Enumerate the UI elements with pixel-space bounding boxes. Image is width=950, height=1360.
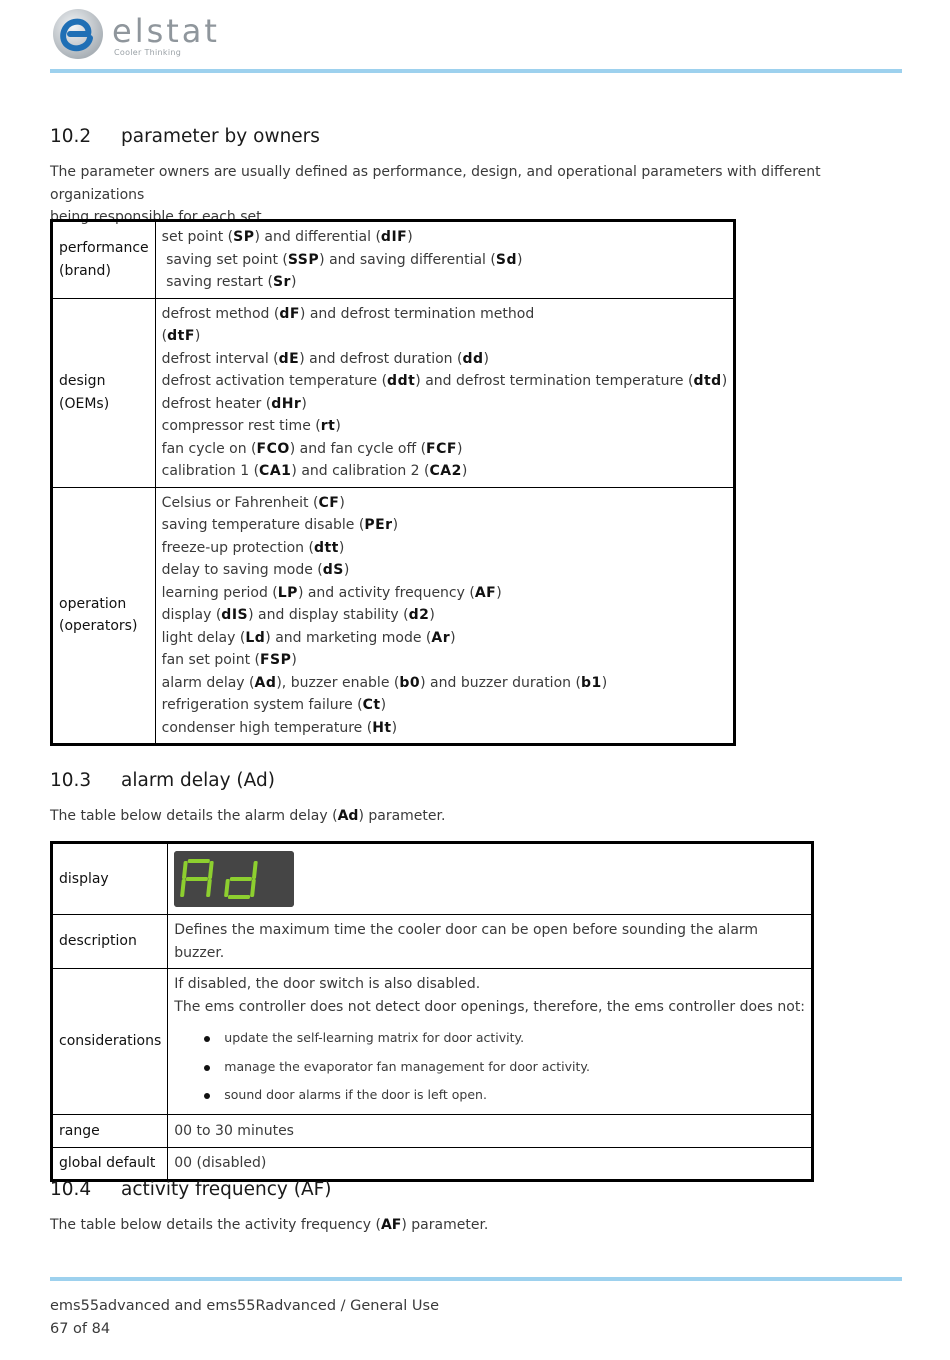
- section-10-2-heading: [50, 126, 320, 147]
- parameter-text: ) and calibration 2 (: [291, 463, 430, 479]
- owner-label: [52, 487, 156, 745]
- list-item: [174, 1081, 805, 1110]
- list-item: [174, 1053, 805, 1082]
- parameter-code: dtt: [313, 539, 339, 556]
- alarm-delay-table: [50, 841, 814, 1182]
- parameter-text: ): [380, 697, 387, 713]
- section-10-4-intro: [50, 1214, 910, 1237]
- parameter-code: rt: [320, 418, 336, 434]
- parameter-text: ): [343, 562, 350, 578]
- section-number: 10.3: [50, 770, 92, 791]
- parameter-line: [162, 694, 728, 717]
- parameter-text: defrost activation temperature (: [161, 373, 388, 389]
- range-label: range: [52, 1115, 168, 1148]
- parameter-code: dE: [278, 350, 300, 367]
- parameter-code: Ht: [372, 719, 392, 736]
- parameter-text: defrost heater (: [161, 395, 272, 412]
- parameter-text: ): [450, 629, 456, 646]
- parameter-text: Celsius or Fahrenheit (: [161, 494, 319, 511]
- parameter-text: learning period (: [161, 584, 278, 601]
- parameter-text: ): [392, 517, 399, 533]
- parameter-line: [162, 537, 728, 560]
- parameter-line: [162, 559, 728, 582]
- owner-group: (brand): [59, 262, 111, 279]
- parameter-text: set point (: [161, 229, 234, 245]
- parameter-line: [162, 370, 728, 393]
- table-row: [52, 487, 735, 745]
- owner-group: (operators): [59, 618, 138, 635]
- parameter-text: ): [301, 395, 307, 412]
- parameter-text: ) and saving differential (: [319, 251, 496, 268]
- parameter-code: dIS: [221, 607, 249, 623]
- considerations-line-1: If disabled, the door switch is also disabled.: [174, 976, 481, 992]
- owner-name: operation: [59, 595, 127, 612]
- bullet-icon: [204, 1036, 210, 1042]
- section-10-3-heading: [50, 770, 275, 791]
- parameter-code: FCO: [256, 440, 290, 457]
- parameter-line: [162, 604, 728, 627]
- parameter-line: [162, 717, 728, 740]
- intro-line-1: The parameter owners are usually defined as performance, design, and operational parameters with different organizations: [50, 164, 821, 203]
- parameter-line: [162, 415, 728, 438]
- parameter-line: [162, 393, 728, 416]
- global-default-label: global default: [52, 1148, 168, 1181]
- global-default-value: 00 (disabled): [168, 1148, 813, 1181]
- parameter-line: [162, 325, 728, 348]
- parameter-text: ): [291, 652, 297, 668]
- parameter-code: dS: [322, 562, 344, 578]
- parameter-text: ): [194, 328, 201, 344]
- parameter-text: defrost method (: [161, 305, 280, 322]
- parameter-line: [162, 460, 728, 483]
- footer-page-number: 67 of 84: [50, 1321, 111, 1337]
- table-row-description: [52, 915, 813, 969]
- parameter-line: [162, 303, 728, 326]
- parameter-code: CA2: [429, 463, 462, 479]
- display-cell: [168, 843, 813, 915]
- intro-text-end: ) parameter.: [358, 808, 446, 824]
- bullet-icon: [204, 1093, 210, 1099]
- parameter-text: ) and defrost duration (: [299, 350, 463, 367]
- lcd-segment: [186, 877, 208, 881]
- considerations-line-2: The ems controller does not detect door openings, therefore, the ems controller does not:: [174, 998, 806, 1015]
- intro-text: The table below details the activity frequency (: [50, 1217, 381, 1233]
- section-number: 10.4: [50, 1179, 92, 1200]
- parameter-code: Sd: [495, 251, 517, 268]
- parameter-text: ): [516, 251, 523, 268]
- range-value: 00 to 30 minutes: [168, 1115, 813, 1148]
- parameter-line: [162, 672, 728, 695]
- table-row-considerations: [52, 969, 813, 1115]
- owner-parameters: [155, 221, 735, 299]
- parameter-text: (: [161, 328, 168, 344]
- page-header: [50, 6, 902, 72]
- parameter-text: ) and fan cycle off (: [289, 440, 427, 457]
- parameter-code: LP: [277, 584, 298, 601]
- owner-label: [52, 298, 156, 487]
- parameter-text: calibration 1 (: [161, 463, 260, 479]
- parameter-code: dIF: [380, 229, 408, 245]
- parameter-line: [162, 582, 728, 605]
- parameter-text: ) and defrost termination temperature (: [415, 373, 694, 389]
- footer-rule: [50, 1277, 902, 1281]
- brand-tagline: Cooler Thinking: [114, 48, 182, 57]
- parameter-code: Ct: [362, 697, 381, 713]
- header-rule: [50, 69, 902, 73]
- table-row-range: [52, 1115, 813, 1148]
- parameter-code: AF: [474, 584, 497, 601]
- parameter-text: fan set point (: [161, 652, 260, 668]
- parameter-line: [162, 249, 728, 272]
- parameter-text: ) and defrost termination method: [299, 305, 535, 322]
- parameter-text: ): [290, 274, 297, 290]
- parameter-text: ): [391, 719, 398, 736]
- owner-parameters: [155, 298, 735, 487]
- footer-document-name: ems55advanced and ems55Radvanced / General Use: [50, 1298, 439, 1314]
- parameter-code: CA1: [259, 463, 292, 479]
- display-label: display: [52, 843, 168, 915]
- list-item: [174, 1024, 805, 1053]
- parameter-text: defrost interval (: [161, 350, 279, 367]
- parameter-line: [162, 514, 728, 537]
- parameter-line: [162, 438, 728, 461]
- parameter-text: ): [456, 440, 463, 457]
- parameter-text: ): [429, 607, 435, 623]
- section-10-3-intro: [50, 805, 910, 828]
- parameter-text: ): [461, 463, 468, 479]
- parameter-code: b0: [399, 674, 421, 691]
- parameter-text: ): [496, 584, 502, 601]
- parameter-text: saving temperature disable (: [161, 517, 365, 533]
- parameter-code: Sr: [272, 274, 291, 290]
- lcd-segment: [228, 895, 250, 899]
- parameter-text: condenser high temperature (: [161, 719, 373, 736]
- parameter-code: dF: [279, 305, 300, 322]
- parameter-text: display (: [161, 607, 222, 623]
- parameter-text: ): [601, 674, 608, 691]
- parameter-text: ): [721, 373, 728, 389]
- parameter-code: PEr: [364, 517, 393, 533]
- section-title: parameter by owners: [121, 126, 320, 147]
- owner-group: (OEMs): [59, 395, 110, 412]
- parameter-code: dd: [462, 350, 484, 367]
- parameter-line: [162, 627, 728, 650]
- bullet-icon: [204, 1065, 210, 1071]
- table-row: [52, 221, 735, 299]
- owner-parameters: [155, 487, 735, 745]
- description-label: description: [52, 915, 168, 969]
- section-10-4-heading: [50, 1179, 331, 1200]
- section-title: alarm delay (Ad): [121, 770, 275, 791]
- intro-param-code: AF: [380, 1217, 402, 1233]
- parameter-text: compressor rest time (: [161, 418, 321, 434]
- parameter-code: dHr: [271, 395, 302, 412]
- parameter-code: SP: [233, 229, 255, 245]
- parameter-text: ) and buzzer duration (: [420, 674, 581, 691]
- parameter-text: ): [407, 229, 413, 245]
- parameter-text: ) and display stability (: [248, 607, 409, 623]
- parameter-code: FSP: [259, 652, 292, 668]
- description-value: Defines the maximum time the cooler door can be open before sounding the alarm buzzer.: [168, 915, 813, 969]
- parameter-text: saving set point (: [161, 251, 288, 268]
- owners-table: [50, 219, 736, 746]
- parameter-text: alarm delay (: [161, 674, 255, 691]
- parameter-text: light delay (: [161, 629, 246, 646]
- parameter-code: Ad: [254, 674, 277, 691]
- parameter-code: SSP: [287, 251, 320, 268]
- bullet-text: update the self-learning matrix for door activity.: [224, 1030, 525, 1045]
- parameter-text: ) and marketing mode (: [265, 629, 432, 646]
- table-row-default: [52, 1148, 813, 1181]
- intro-param-code: Ad: [337, 808, 359, 824]
- parameter-code: dtd: [693, 373, 722, 389]
- parameter-line: [162, 226, 728, 249]
- intro-text: The table below details the alarm delay (: [50, 808, 338, 824]
- parameter-text: delay to saving mode (: [161, 562, 323, 578]
- parameter-text: ) and differential (: [254, 229, 381, 245]
- considerations-value: [168, 969, 813, 1115]
- considerations-label: considerations: [52, 969, 168, 1115]
- table-row-display: [52, 843, 813, 915]
- lcd-display-ad-icon: [174, 851, 294, 907]
- parameter-line: [162, 649, 728, 672]
- parameter-text: saving restart (: [161, 274, 273, 290]
- lcd-segment: [230, 877, 252, 881]
- parameter-text: ): [335, 418, 341, 434]
- lcd-segment: [188, 859, 210, 863]
- parameter-line: [162, 492, 728, 515]
- owner-name: design: [59, 373, 106, 389]
- elstat-logo-icon: [52, 8, 104, 60]
- intro-text-end: ) parameter.: [401, 1217, 489, 1233]
- parameter-text: freeze-up protection (: [161, 539, 314, 556]
- parameter-line: [162, 348, 728, 371]
- parameter-code: Ld: [245, 629, 266, 646]
- parameter-code: ddt: [387, 373, 416, 389]
- parameter-code: Ar: [431, 629, 451, 646]
- parameter-code: CF: [318, 494, 340, 511]
- brand-name: elstat: [112, 12, 220, 50]
- parameter-code: d2: [408, 607, 430, 623]
- parameter-text: ): [338, 539, 345, 556]
- intro-line-2: being responsible for each set.: [50, 209, 267, 225]
- parameter-text: ) and activity frequency (: [297, 584, 475, 601]
- owner-name: performance: [59, 240, 149, 257]
- parameter-text: ): [339, 494, 345, 511]
- owner-label: [52, 221, 156, 299]
- parameter-text: refrigeration system failure (: [161, 697, 363, 713]
- parameter-text: ): [483, 350, 489, 367]
- bullet-text: manage the evaporator fan management for door activity.: [224, 1058, 590, 1074]
- table-row: [52, 298, 735, 487]
- parameter-line: [162, 271, 728, 294]
- parameter-code: FCF: [426, 440, 457, 457]
- parameter-text: fan cycle on (: [161, 440, 257, 457]
- parameter-text: ), buzzer enable (: [276, 674, 400, 691]
- section-number: 10.2: [50, 126, 92, 147]
- parameter-code: dtF: [167, 328, 195, 344]
- section-title: activity frequency (AF): [121, 1179, 332, 1200]
- bullet-text: sound door alarms if the door is left open.: [224, 1087, 487, 1103]
- parameter-code: b1: [580, 674, 602, 691]
